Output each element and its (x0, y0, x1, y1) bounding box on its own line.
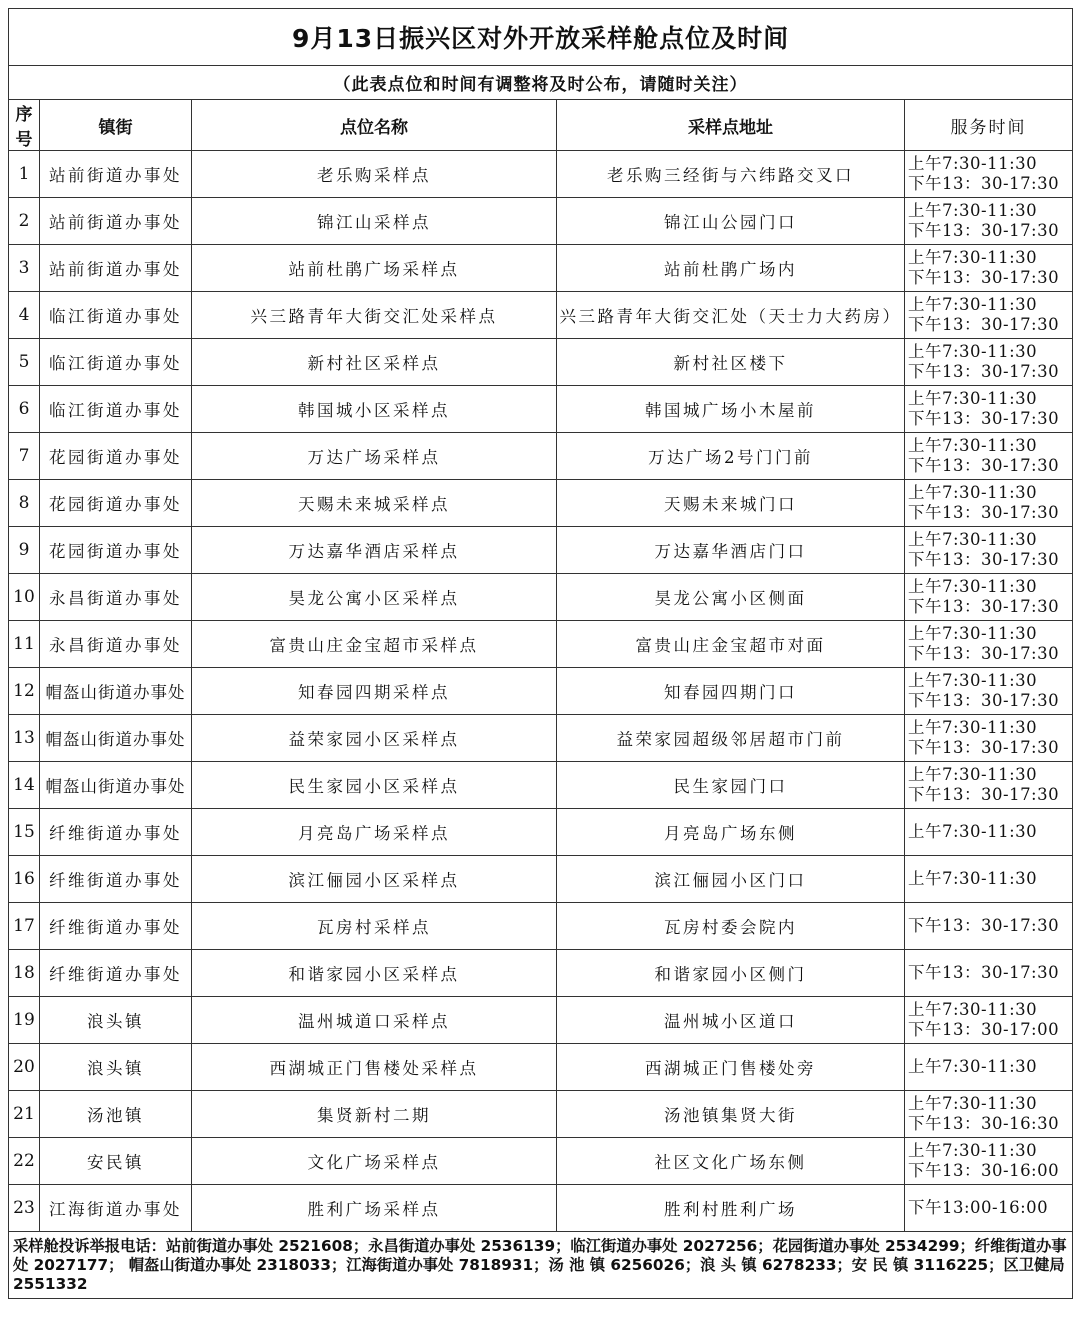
row-number: 21 (9, 1091, 40, 1138)
row-service-time (905, 480, 1073, 527)
table-row (9, 621, 1073, 668)
row-number: 8 (9, 480, 40, 527)
row-service-time (905, 903, 1073, 950)
row-service-time (905, 245, 1073, 292)
row-site-name: 新村社区采样点 (192, 339, 557, 386)
schedule-sheet (8, 8, 1078, 1299)
table-row (9, 856, 1073, 903)
row-address: 韩国城广场小木屋前 (557, 386, 905, 433)
row-site-name: 万达嘉华酒店采样点 (192, 527, 557, 574)
time-slot-second: 下午13：30-16:30 (908, 1114, 1060, 1133)
row-town: 临江街道办事处 (40, 386, 192, 433)
row-site-name: 知春园四期采样点 (192, 668, 557, 715)
row-number: 5 (9, 339, 40, 386)
table-row (9, 1138, 1073, 1185)
table-row (9, 480, 1073, 527)
time-slot-first: 上午7:30-11:30 (908, 389, 1038, 408)
time-slot-first: 上午7:30-11:30 (908, 869, 1038, 888)
page-title: 9月13日振兴区对外开放采样舱点位及时间 (9, 9, 1073, 66)
row-service-time (905, 1044, 1073, 1091)
row-number: 3 (9, 245, 40, 292)
row-town: 纤维街道办事处 (40, 809, 192, 856)
table-row (9, 527, 1073, 574)
row-site-name: 兴三路青年大街交汇处采样点 (192, 292, 557, 339)
header-service-time: 服务时间 (905, 100, 1073, 151)
row-service-time (905, 574, 1073, 621)
row-number: 22 (9, 1138, 40, 1185)
row-town: 临江街道办事处 (40, 292, 192, 339)
row-address: 富贵山庄金宝超市对面 (557, 621, 905, 668)
time-slot-second: 下午13：30-17:30 (908, 785, 1060, 804)
row-town: 站前街道办事处 (40, 198, 192, 245)
table-row (9, 1091, 1073, 1138)
table-row (9, 386, 1073, 433)
row-service-time (905, 386, 1073, 433)
row-town: 江海街道办事处 (40, 1185, 192, 1232)
row-town: 永昌街道办事处 (40, 574, 192, 621)
time-slot-first: 上午7:30-11:30 (908, 483, 1038, 502)
row-site-name: 昊龙公寓小区采样点 (192, 574, 557, 621)
time-slot-second: 下午13：30-17:30 (908, 221, 1060, 240)
table-row (9, 339, 1073, 386)
row-service-time (905, 668, 1073, 715)
row-address: 万达广场2号门门前 (557, 433, 905, 480)
row-town: 浪头镇 (40, 997, 192, 1044)
time-slot-second: 下午13：30-17:00 (908, 1020, 1060, 1039)
row-town: 帽盔山街道办事处 (40, 762, 192, 809)
row-service-time (905, 433, 1073, 480)
row-address: 胜利村胜利广场 (557, 1185, 905, 1232)
row-town: 纤维街道办事处 (40, 856, 192, 903)
row-service-time (905, 762, 1073, 809)
table-row (9, 809, 1073, 856)
time-slot-first: 下午13：30-17:30 (908, 963, 1060, 982)
row-site-name: 西湖城正门售楼处采样点 (192, 1044, 557, 1091)
row-site-name: 集贤新村二期 (192, 1091, 557, 1138)
row-number: 17 (9, 903, 40, 950)
row-town: 纤维街道办事处 (40, 903, 192, 950)
row-town: 纤维街道办事处 (40, 950, 192, 997)
row-number: 20 (9, 1044, 40, 1091)
row-service-time (905, 198, 1073, 245)
table-row (9, 151, 1073, 198)
table-row (9, 950, 1073, 997)
time-slot-first: 上午7:30-11:30 (908, 765, 1038, 784)
time-slot-first: 上午7:30-11:30 (908, 671, 1038, 690)
page-subtitle: （此表点位和时间有调整将及时公布，请随时关注） (9, 66, 1073, 100)
row-number: 4 (9, 292, 40, 339)
time-slot-second: 下午13：30-17:30 (908, 691, 1060, 710)
row-town: 花园街道办事处 (40, 433, 192, 480)
row-address: 兴三路青年大街交汇处（天士力大药房） (557, 292, 905, 339)
row-service-time (905, 809, 1073, 856)
row-service-time (905, 715, 1073, 762)
time-slot-first: 上午7:30-11:30 (908, 718, 1038, 737)
row-address: 天赐未来城门口 (557, 480, 905, 527)
row-service-time (905, 1185, 1073, 1232)
row-service-time (905, 997, 1073, 1044)
table-row (9, 903, 1073, 950)
row-site-name: 万达广场采样点 (192, 433, 557, 480)
row-address: 瓦房村委会院内 (557, 903, 905, 950)
row-number: 12 (9, 668, 40, 715)
header-number: 序号 (9, 100, 40, 151)
row-site-name: 温州城道口采样点 (192, 997, 557, 1044)
row-address: 新村社区楼下 (557, 339, 905, 386)
row-number: 13 (9, 715, 40, 762)
row-service-time (905, 1091, 1073, 1138)
time-slot-first: 上午7:30-11:30 (908, 1094, 1038, 1113)
row-address: 月亮岛广场东侧 (557, 809, 905, 856)
table-row (9, 997, 1073, 1044)
header-site-name: 点位名称 (192, 100, 557, 151)
row-address: 站前杜鹃广场内 (557, 245, 905, 292)
row-number: 11 (9, 621, 40, 668)
row-service-time (905, 151, 1073, 198)
row-site-name: 老乐购采样点 (192, 151, 557, 198)
row-site-name: 益荣家园小区采样点 (192, 715, 557, 762)
row-number: 18 (9, 950, 40, 997)
row-address: 滨江俪园小区门口 (557, 856, 905, 903)
row-town: 汤池镇 (40, 1091, 192, 1138)
row-number: 2 (9, 198, 40, 245)
row-town: 安民镇 (40, 1138, 192, 1185)
row-site-name: 瓦房村采样点 (192, 903, 557, 950)
row-number: 10 (9, 574, 40, 621)
time-slot-second: 下午13：30-17:30 (908, 174, 1060, 193)
row-number: 14 (9, 762, 40, 809)
row-site-name: 站前杜鹃广场采样点 (192, 245, 557, 292)
time-slot-first: 上午7:30-11:30 (908, 248, 1038, 267)
table-row (9, 433, 1073, 480)
row-address: 和谐家园小区侧门 (557, 950, 905, 997)
time-slot-second: 下午13：30-17:30 (908, 550, 1060, 569)
row-service-time (905, 292, 1073, 339)
time-slot-first: 上午7:30-11:30 (908, 342, 1038, 361)
row-address: 社区文化广场东侧 (557, 1138, 905, 1185)
row-site-name: 韩国城小区采样点 (192, 386, 557, 433)
row-town: 帽盔山街道办事处 (40, 715, 192, 762)
row-number: 1 (9, 151, 40, 198)
row-town: 永昌街道办事处 (40, 621, 192, 668)
row-site-name: 锦江山采样点 (192, 198, 557, 245)
time-slot-first: 上午7:30-11:30 (908, 154, 1038, 173)
row-town: 花园街道办事处 (40, 527, 192, 574)
row-site-name: 胜利广场采样点 (192, 1185, 557, 1232)
time-slot-second: 下午13：30-16:00 (908, 1161, 1060, 1180)
time-slot-second: 下午13：30-17:30 (908, 503, 1060, 522)
row-address: 益荣家园超级邻居超市门前 (557, 715, 905, 762)
time-slot-first: 下午13：30-17:30 (908, 916, 1060, 935)
row-address: 昊龙公寓小区侧面 (557, 574, 905, 621)
row-service-time (905, 1138, 1073, 1185)
row-town: 站前街道办事处 (40, 245, 192, 292)
row-site-name: 天赐未来城采样点 (192, 480, 557, 527)
row-address: 民生家园门口 (557, 762, 905, 809)
row-number: 23 (9, 1185, 40, 1232)
time-slot-first: 上午7:30-11:30 (908, 295, 1038, 314)
row-service-time (905, 339, 1073, 386)
table-row (9, 762, 1073, 809)
row-service-time (905, 527, 1073, 574)
time-slot-second: 下午13：30-17:30 (908, 409, 1060, 428)
row-town: 帽盔山街道办事处 (40, 668, 192, 715)
complaint-hotline-note: 采样舱投诉举报电话：站前街道办事处 2521608；永昌街道办事处 2536139；临江街道办事处 2027256；花园街道办事处 2534299；纤维街道办事处 2027177； 帽盔山街道办事处 2318033；江海街道办事处 7818931；汤 池 镇 6256026；浪 头 镇 6278233；安 民 镇 3116225；区卫健局 2551332 (9, 1232, 1073, 1299)
time-slot-second: 下午13：30-17:30 (908, 597, 1060, 616)
row-address: 西湖城正门售楼处旁 (557, 1044, 905, 1091)
time-slot-second: 下午13：30-17:30 (908, 738, 1060, 757)
row-site-name: 文化广场采样点 (192, 1138, 557, 1185)
time-slot-first: 下午13:00-16:00 (908, 1198, 1049, 1217)
time-slot-first: 上午7:30-11:30 (908, 1000, 1038, 1019)
row-town: 花园街道办事处 (40, 480, 192, 527)
table-row (9, 715, 1073, 762)
table-row (9, 1185, 1073, 1232)
row-number: 16 (9, 856, 40, 903)
time-slot-first: 上午7:30-11:30 (908, 822, 1038, 841)
row-number: 9 (9, 527, 40, 574)
row-site-name: 月亮岛广场采样点 (192, 809, 557, 856)
header-town: 镇街 (40, 100, 192, 151)
table-header-row (9, 100, 1073, 151)
row-number: 6 (9, 386, 40, 433)
table-row (9, 292, 1073, 339)
row-town: 浪头镇 (40, 1044, 192, 1091)
time-slot-first: 上午7:30-11:30 (908, 530, 1038, 549)
row-town: 临江街道办事处 (40, 339, 192, 386)
row-address: 老乐购三经街与六纬路交叉口 (557, 151, 905, 198)
row-address: 锦江山公园门口 (557, 198, 905, 245)
table-body (9, 151, 1073, 1232)
row-service-time (905, 621, 1073, 668)
header-address: 采样点地址 (557, 100, 905, 151)
table-row (9, 245, 1073, 292)
row-site-name: 和谐家园小区采样点 (192, 950, 557, 997)
time-slot-first: 上午7:30-11:30 (908, 201, 1038, 220)
time-slot-second: 下午13：30-17:30 (908, 456, 1060, 475)
row-service-time (905, 856, 1073, 903)
table-row (9, 198, 1073, 245)
time-slot-first: 上午7:30-11:30 (908, 1141, 1038, 1160)
time-slot-first: 上午7:30-11:30 (908, 624, 1038, 643)
time-slot-second: 下午13：30-17:30 (908, 315, 1060, 334)
row-address: 温州城小区道口 (557, 997, 905, 1044)
table-row (9, 1044, 1073, 1091)
time-slot-second: 下午13：30-17:30 (908, 362, 1060, 381)
row-number: 7 (9, 433, 40, 480)
time-slot-first: 上午7:30-11:30 (908, 577, 1038, 596)
row-number: 15 (9, 809, 40, 856)
time-slot-second: 下午13：30-17:30 (908, 268, 1060, 287)
row-site-name: 富贵山庄金宝超市采样点 (192, 621, 557, 668)
row-address: 万达嘉华酒店门口 (557, 527, 905, 574)
table-row (9, 574, 1073, 621)
table-row (9, 668, 1073, 715)
row-town: 站前街道办事处 (40, 151, 192, 198)
row-site-name: 滨江俪园小区采样点 (192, 856, 557, 903)
row-address: 知春园四期门口 (557, 668, 905, 715)
time-slot-first: 上午7:30-11:30 (908, 1057, 1038, 1076)
row-service-time (905, 950, 1073, 997)
sampling-schedule-table (8, 8, 1073, 1299)
row-address: 汤池镇集贤大街 (557, 1091, 905, 1138)
row-number: 19 (9, 997, 40, 1044)
time-slot-first: 上午7:30-11:30 (908, 436, 1038, 455)
row-site-name: 民生家园小区采样点 (192, 762, 557, 809)
time-slot-second: 下午13：30-17:30 (908, 644, 1060, 663)
